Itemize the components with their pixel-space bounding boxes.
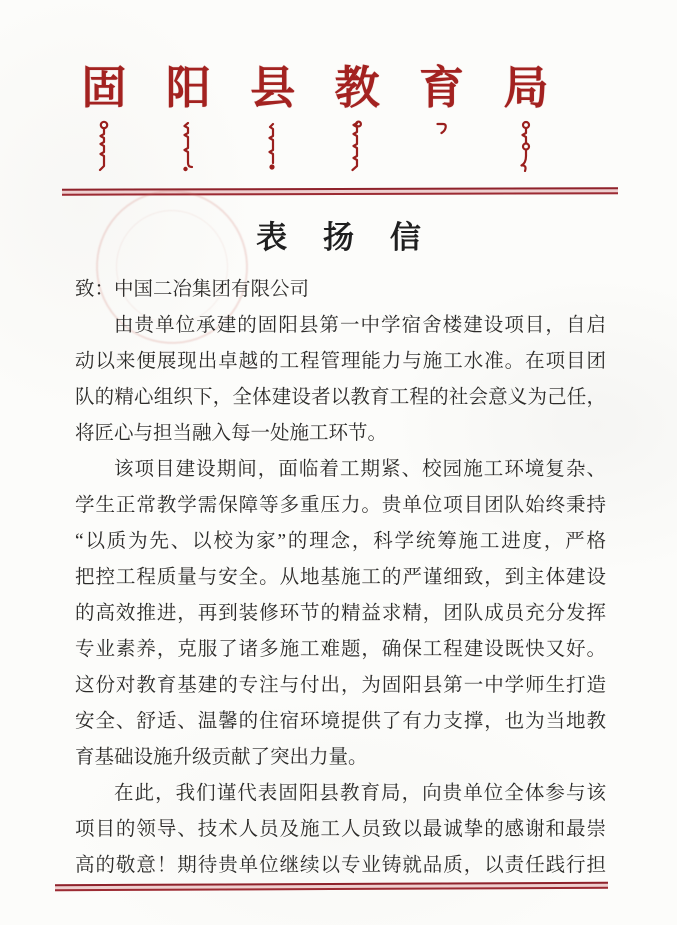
org-char: 教 bbox=[334, 61, 380, 114]
mongolian-script-glyph bbox=[180, 120, 196, 174]
paragraph bbox=[75, 308, 606, 452]
footer-rule bbox=[55, 882, 608, 891]
letter-title: 表 扬 信 bbox=[256, 220, 435, 255]
body-line: 将匠心与担当融入每一处施工环节。 bbox=[75, 423, 388, 444]
org-char: 育 bbox=[419, 61, 465, 114]
mongolian-script-glyph bbox=[265, 120, 281, 174]
body-line: 在此，我们谨代表固阳县教育局，向贵单位全体参与该 bbox=[114, 783, 606, 804]
org-name-row bbox=[79, 61, 551, 174]
body-line: 专业素养，克服了诸多施工难题，确保工程建设既快又好。 bbox=[75, 639, 606, 660]
body-line: 学生正常教学需保障等多重压力。贵单位项目团队始终秉持 bbox=[75, 495, 606, 516]
body-line: 的高效推进，再到装修环节的精益求精，团队成员充分发挥 bbox=[75, 603, 606, 624]
org-char: 阳 bbox=[165, 61, 211, 114]
body-line: 把控工程质量与安全。从地基施工的严谨细致，到主体建设 bbox=[75, 567, 606, 588]
body-line: 育基础设施升级贡献了突出力量。 bbox=[75, 747, 368, 768]
mongolian-script-glyph bbox=[96, 120, 112, 174]
body-line: 动以来便展现出卓越的工程管理能力与施工水准。在项目团 bbox=[75, 351, 606, 372]
org-char-cell bbox=[79, 61, 129, 174]
org-char: 局 bbox=[503, 61, 549, 114]
body-line: 这份对教育基建的专注与付出，为固阳县第一中学师生打造 bbox=[75, 675, 606, 696]
body-line: 队的精心组织下，全体建设者以教育工程的社会意义为己任， bbox=[75, 387, 606, 408]
org-char-cell bbox=[248, 61, 298, 174]
body-line: 项目的领导、技术人员及施工人员致以最诚挚的感谢和最崇 bbox=[75, 819, 606, 840]
paragraph bbox=[75, 776, 606, 884]
body-line: 由贵单位承建的固阳县第一中学宿舍楼建设项目，自启 bbox=[114, 315, 606, 336]
org-char-cell bbox=[501, 61, 551, 174]
org-char: 固 bbox=[81, 61, 127, 114]
body-line: “以质为先、以校为家”的理念，科学统筹施工进度，严格 bbox=[75, 531, 606, 552]
body-line: 该项目建设期间，面临着工期紧、校园施工环境复杂、 bbox=[114, 459, 606, 480]
org-char: 县 bbox=[250, 61, 296, 114]
letter-body bbox=[75, 272, 606, 884]
body-line: 高的敬意！期待贵单位继续以专业铸就品质，以责任践行担 bbox=[75, 855, 606, 876]
mongolian-script-glyph bbox=[434, 120, 450, 174]
body-line: 安全、舒适、温馨的住宿环境提供了有力支撑，也为当地教 bbox=[75, 711, 606, 732]
mongolian-script-glyph bbox=[518, 120, 534, 174]
recipient-line: 致：中国二冶集团有限公司 bbox=[75, 279, 310, 300]
paragraph bbox=[75, 452, 606, 776]
org-char-cell bbox=[332, 61, 382, 174]
org-char-cell bbox=[163, 61, 213, 174]
org-char-cell bbox=[417, 61, 467, 174]
mongolian-script-glyph bbox=[349, 120, 365, 174]
